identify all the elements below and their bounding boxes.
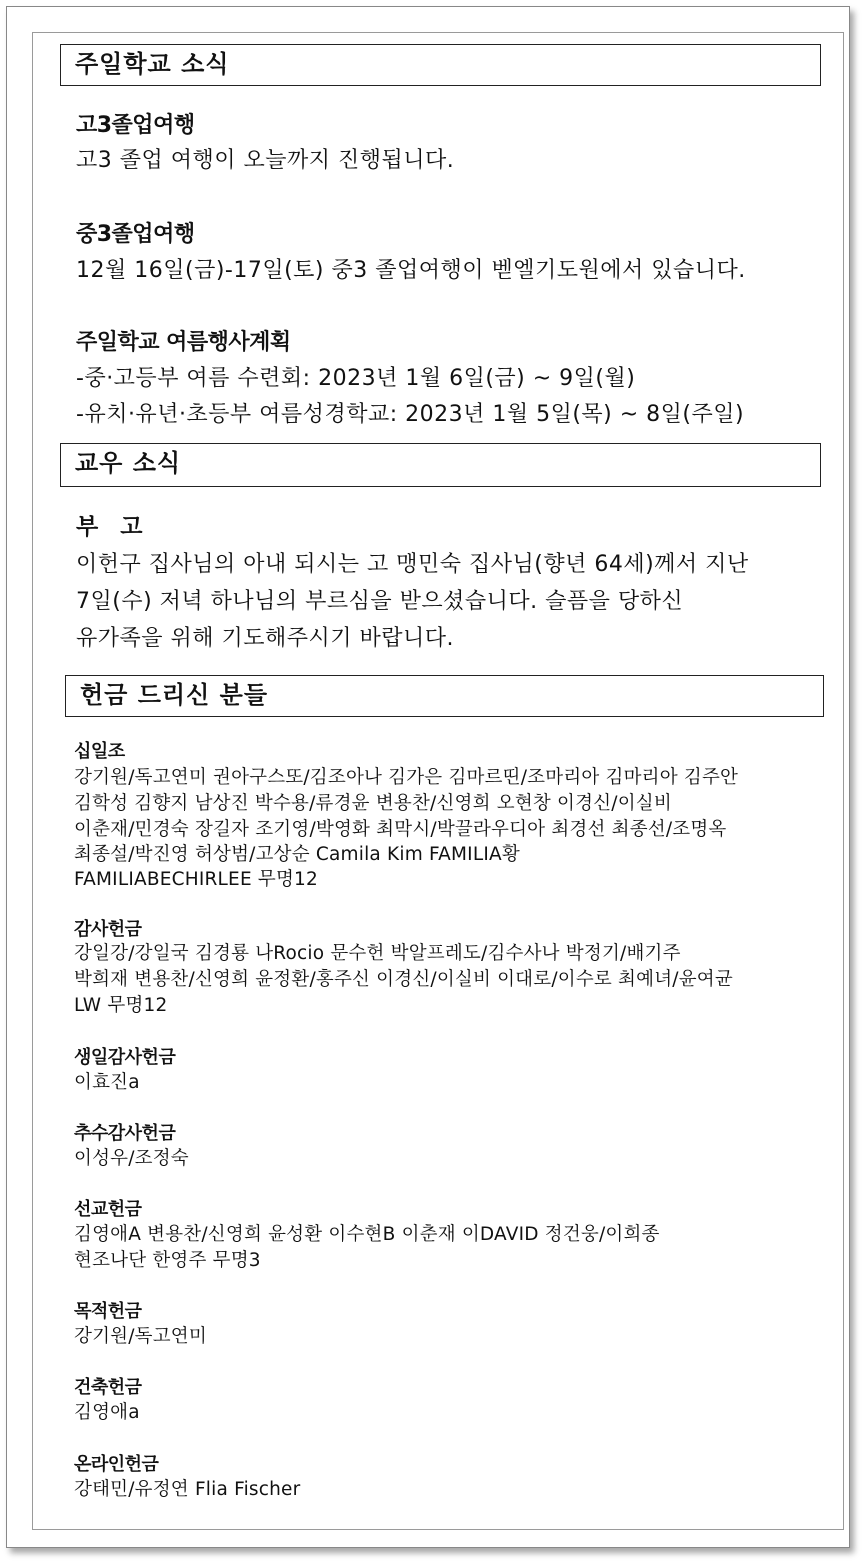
obituary-title: 부 고: [76, 514, 142, 540]
offering-line: 김학성 김향지 남상진 박수용/류경윤 변용찬/신영희 오현창 이경신/이실비: [74, 793, 672, 814]
offering-line: FAMILIABECHIRLEE 무명12: [74, 869, 319, 890]
offering-group-title: 생일감사헌금: [74, 1047, 176, 1068]
offering-group-title: 온라인헌금: [74, 1454, 159, 1475]
section-header-label: 헌금 드리신 분들: [80, 681, 268, 709]
offering-line: LW 무명12: [74, 995, 168, 1016]
offering-line: 현조나단 한영주 무명3: [74, 1250, 261, 1271]
offering-line: 김영애A 변용찬/신영희 윤성환 이수현B 이춘재 이DAVID 정건웅/이희종: [74, 1224, 660, 1245]
offering-group-title: 선교헌금: [74, 1199, 142, 1220]
section-header-sunday-school: [60, 44, 821, 86]
offering-line: 이성우/조정숙: [74, 1148, 189, 1169]
news-item-line: -중·고등부 여름 수련회: 2023년 1월 6일(금) ~ 9일(월): [76, 366, 636, 391]
section-header-label: 주일학교 소식: [75, 50, 230, 78]
news-item-line: 고3 졸업 여행이 오늘까지 진행됩니다.: [76, 148, 455, 173]
offering-line: 김영애a: [74, 1402, 140, 1423]
offering-line: 강일강/강일국 김경룡 나Rocio 문수헌 박알프레도/김수사나 박정기/배기주: [74, 943, 681, 964]
offering-line: 최종설/박진영 허상범/고상순 Camila Kim FAMILIA황: [74, 844, 520, 865]
offering-group-title: 건축헌금: [74, 1377, 142, 1398]
offering-line: 강기원/독고연미: [74, 1326, 207, 1347]
offering-line: 박희재 변용찬/신영희 윤정환/홍주신 이경신/이실비 이대로/이수로 최예녀/윤여균: [74, 969, 733, 990]
obituary-line: 유가족을 위해 기도해주시기 바랍니다.: [76, 626, 455, 651]
news-item-line: -유치·유년·초등부 여름성경학교: 2023년 1월 5일(목) ~ 8일(주일): [76, 402, 745, 427]
section-header-label: 교우 소식: [75, 449, 182, 477]
news-item-line: 12월 16일(금)-17일(토) 중3 졸업여행이 벧엘기도원에서 있습니다.: [76, 258, 746, 283]
obituary-line: 이헌구 집사님의 아내 되시는 고 맹민숙 집사님(향년 64세)께서 지난: [76, 552, 749, 577]
news-item-title: 고3졸업여행: [76, 113, 195, 138]
news-item-title: 중3졸업여행: [76, 222, 195, 247]
offering-group-title: 목적헌금: [74, 1301, 142, 1322]
offering-line: 강기원/독고연미 권아구스또/김조아나 김가은 김마르띤/조마리아 김마리아 김주안: [74, 767, 739, 788]
news-item-title: 주일학교 여름행사계획: [76, 330, 291, 355]
offering-group-title: 추수감사헌금: [74, 1123, 176, 1144]
offering-line: 이춘재/민경숙 장길자 조기영/박영화 최막시/박끌라우디아 최경선 최종선/조명옥: [74, 819, 727, 840]
section-header-members: [60, 443, 821, 487]
obituary-line: 7일(수) 저녁 하나님의 부르심을 받으셨습니다. 슬픔을 당하신: [76, 589, 684, 614]
section-header-offerings: [65, 675, 824, 717]
offering-line: 이효진a: [74, 1072, 140, 1093]
offering-group-title: 감사헌금: [74, 919, 142, 940]
offering-line: 강태민/유정연 Flia Fischer: [74, 1479, 301, 1500]
offering-group-title: 십일조: [74, 741, 125, 762]
